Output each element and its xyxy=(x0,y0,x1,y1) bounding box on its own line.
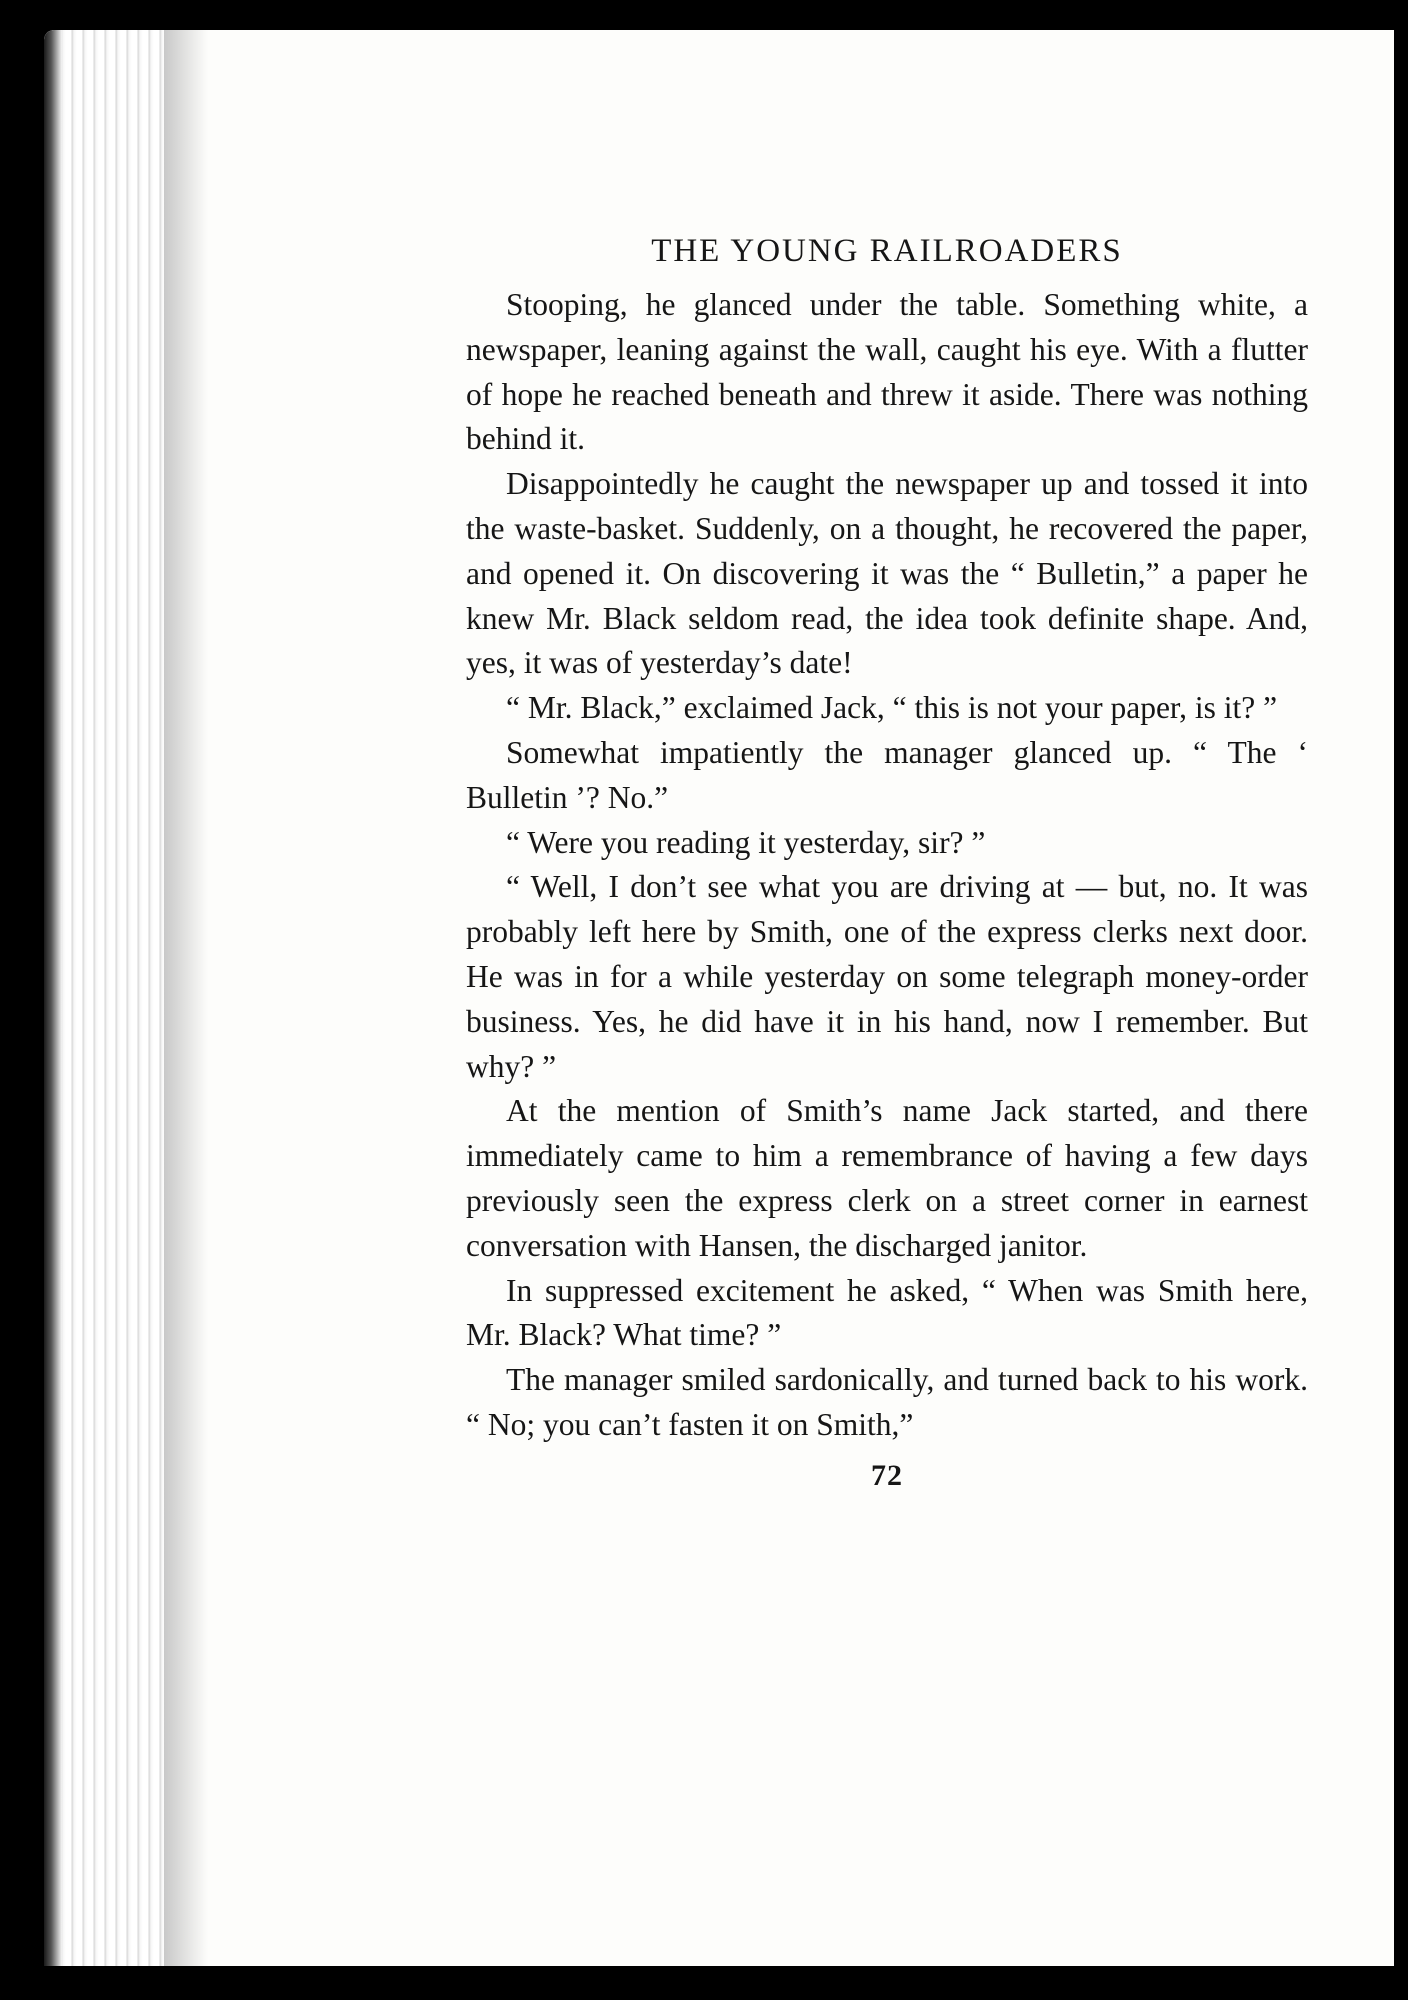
paragraph: “ Were you reading it yesterday, sir? ” xyxy=(506,824,986,860)
paragraph: “ Mr. Black,” exclaimed Jack, “ this is not your paper, is it? ” xyxy=(506,690,1278,726)
paragraph: “ Well, I don’t see what you are driving at — but, no. It was probably left here by Smith, one of the express clerks next door. He was in for a while yesterday on some telegraph money-order business. Yes, he did have it in his hand, now I remember. But why? ” xyxy=(466,869,1308,1084)
gutter-shadow xyxy=(164,30,208,1966)
paragraph: In suppressed excitement he asked, “ When was Smith here, Mr. Black? What time? ” xyxy=(466,1272,1308,1353)
book-page xyxy=(44,30,1394,1966)
paragraph: Disappointedly he caught the newspaper up and tossed it into the waste-basket. Suddenly, on a thought, he recovered the paper, and opened it. On discovering it was the “ Bulletin,” a paper he knew Mr. Black seldom read, the idea took definite shape. And, yes, it was of yesterday’s date! xyxy=(466,466,1308,681)
paragraph: The manager smiled sardonically, and turned back to his work. “ No; you can’t fasten it on Smith,” xyxy=(466,1362,1308,1442)
paragraph: Somewhat impatiently the manager glanced up. “ The ‘ Bulletin ’? No.” xyxy=(466,734,1308,815)
running-head: THE YOUNG RAILROADERS xyxy=(651,233,1123,269)
text-block xyxy=(466,220,1308,1499)
paragraph: At the mention of Smith’s name Jack started, and there immediately came to him a remembrance of having a few days previously seen the express clerk on a street corner in earnest conversation with Hansen, the discharged janitor. xyxy=(466,1093,1308,1263)
page-number: 72 xyxy=(871,1458,903,1492)
paragraph: Stooping, he glanced under the table. Something white, a newspaper, leaning against the wall, caught his eye. With a flutter of hope he reached beneath and threw it aside. There was nothing behind it. xyxy=(466,287,1308,457)
page-edges xyxy=(44,30,164,1966)
